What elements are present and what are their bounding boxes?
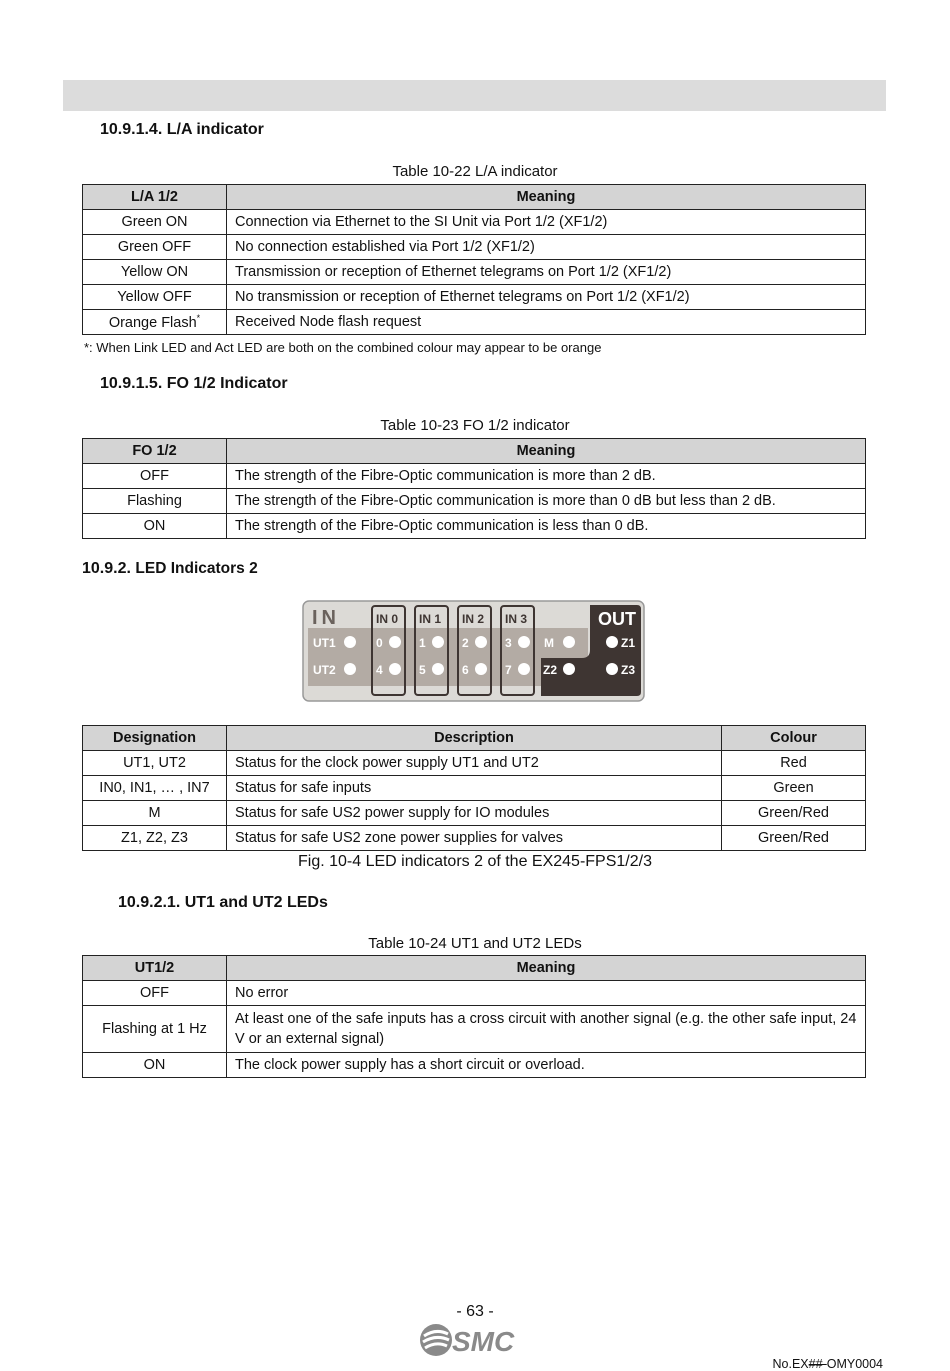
in-group-label: IN 3 bbox=[505, 612, 528, 626]
table-header-row bbox=[83, 956, 866, 981]
in-led-label: 3 bbox=[505, 636, 512, 650]
table-row bbox=[83, 514, 866, 539]
cell-meaning: The clock power supply has a short circuit or overload. bbox=[227, 1053, 866, 1078]
table-row bbox=[83, 235, 866, 260]
in-led bbox=[475, 636, 487, 648]
ut1-label: UT1 bbox=[313, 636, 336, 650]
in-led bbox=[389, 663, 401, 675]
in-group-label: IN 1 bbox=[419, 612, 442, 626]
column-header: FO 1/2 bbox=[83, 439, 227, 464]
table-row bbox=[83, 1053, 866, 1078]
smc-wordmark: SMC bbox=[452, 1326, 515, 1357]
in-group-label: IN 0 bbox=[376, 612, 399, 626]
cell-description: Status for safe inputs bbox=[227, 776, 722, 801]
cell-meaning: No transmission or reception of Ethernet telegrams on Port 1/2 (XF1/2) bbox=[227, 285, 866, 310]
in-led-label: 5 bbox=[419, 663, 426, 677]
table-row bbox=[83, 801, 866, 826]
ut2-label: UT2 bbox=[313, 663, 336, 677]
column-header: L/A 1/2 bbox=[83, 185, 227, 210]
cell-designation: M bbox=[83, 801, 227, 826]
cell-state: Flashing bbox=[83, 489, 227, 514]
doc-prefix: No.EX bbox=[772, 1357, 809, 1371]
cell-meaning: No error bbox=[227, 981, 866, 1006]
cell-state: Yellow OFF bbox=[83, 285, 227, 310]
cell-state bbox=[83, 310, 227, 335]
z3-label: Z3 bbox=[621, 663, 636, 677]
cell-meaning: The strength of the Fibre-Optic communication is more than 0 dB but less than 2 dB. bbox=[227, 489, 866, 514]
column-header: Meaning bbox=[227, 956, 866, 981]
section-heading-ut: 10.9.2.1. UT1 and UT2 LEDs bbox=[118, 894, 328, 911]
z1-label: Z1 bbox=[621, 636, 636, 650]
in-led bbox=[432, 636, 444, 648]
cell-meaning: At least one of the safe inputs has a cross circuit with another signal (e.g. the other safe input, 24 V or an external signal) bbox=[227, 1006, 866, 1053]
document-number bbox=[773, 1357, 884, 1371]
table-row bbox=[83, 751, 866, 776]
table-row bbox=[83, 776, 866, 801]
cell-meaning: The strength of the Fibre-Optic communication is more than 2 dB. bbox=[227, 464, 866, 489]
column-header: Meaning bbox=[227, 439, 866, 464]
cell-description: Status for safe US2 zone power supplies for valves bbox=[227, 826, 722, 851]
heading-text: LED Indicators 2 bbox=[135, 560, 258, 577]
in-led-label: 2 bbox=[462, 636, 469, 650]
smc-logo bbox=[418, 1322, 528, 1358]
cell-state: OFF bbox=[83, 464, 227, 489]
cell-designation: UT1, UT2 bbox=[83, 751, 227, 776]
cell-designation: IN0, IN1, … , IN7 bbox=[83, 776, 227, 801]
cell-colour: Green bbox=[722, 776, 866, 801]
table-row bbox=[83, 489, 866, 514]
table-row bbox=[83, 464, 866, 489]
table-caption-fo: Table 10-23 FO 1/2 indicator bbox=[380, 417, 570, 434]
z2-label: Z2 bbox=[543, 663, 558, 677]
cell-description: Status for the clock power supply UT1 and UT2 bbox=[227, 751, 722, 776]
column-header: Colour bbox=[722, 726, 866, 751]
m-label: M bbox=[544, 636, 554, 650]
out-label: OUT bbox=[598, 609, 636, 629]
cell-meaning: Transmission or reception of Ethernet telegrams on Port 1/2 (XF1/2) bbox=[227, 260, 866, 285]
heading-number: 10.9.2. bbox=[82, 560, 131, 577]
in-led bbox=[389, 636, 401, 648]
cell-state: OFF bbox=[83, 981, 227, 1006]
smc-swoosh-icon bbox=[420, 1324, 452, 1356]
la-table bbox=[82, 184, 866, 335]
in-led bbox=[432, 663, 444, 675]
m-led bbox=[563, 636, 575, 648]
header-bar bbox=[63, 80, 886, 111]
in-led bbox=[475, 663, 487, 675]
cell-state: Yellow ON bbox=[83, 260, 227, 285]
in-led-label: 7 bbox=[505, 663, 512, 677]
table-caption-ut: Table 10-24 UT1 and UT2 LEDs bbox=[368, 935, 582, 952]
table-row bbox=[83, 826, 866, 851]
in-led-label: 6 bbox=[462, 663, 469, 677]
led-panel-figure bbox=[302, 600, 645, 702]
table-row bbox=[83, 1006, 866, 1053]
table-row bbox=[83, 285, 866, 310]
table-header-row bbox=[83, 726, 866, 751]
in-group-label: IN 2 bbox=[462, 612, 485, 626]
z3-led bbox=[606, 663, 618, 675]
cell-state: Flashing at 1 Hz bbox=[83, 1006, 227, 1053]
table-header-row bbox=[83, 185, 866, 210]
footnote-mark: * bbox=[196, 313, 201, 324]
cell-meaning: The strength of the Fibre-Optic communication is less than 0 dB. bbox=[227, 514, 866, 539]
section-heading-fo: 10.9.1.5. FO 1/2 Indicator bbox=[100, 375, 288, 392]
cell-colour: Green/Red bbox=[722, 801, 866, 826]
z1-led bbox=[606, 636, 618, 648]
cell-state: ON bbox=[83, 514, 227, 539]
cell-meaning: Connection via Ethernet to the SI Unit via Port 1/2 (XF1/2) bbox=[227, 210, 866, 235]
cell-description: Status for safe US2 power supply for IO modules bbox=[227, 801, 722, 826]
cell-meaning: No connection established via Port 1/2 (XF1/2) bbox=[227, 235, 866, 260]
in-led-label: 0 bbox=[376, 636, 383, 650]
cell-state-text: Orange Flash bbox=[108, 314, 197, 331]
column-header: UT1/2 bbox=[83, 956, 227, 981]
table-row bbox=[83, 981, 866, 1006]
in-led-label: 1 bbox=[419, 636, 426, 650]
table-row bbox=[83, 210, 866, 235]
led2-table bbox=[82, 725, 866, 851]
table-caption-la: Table 10-22 L/A indicator bbox=[392, 163, 558, 180]
cell-state: Green OFF bbox=[83, 235, 227, 260]
cell-state: Green ON bbox=[83, 210, 227, 235]
ut1-led bbox=[344, 636, 356, 648]
figure-caption: Fig. 10-4 LED indicators 2 of the EX245-FPS1/2/3 bbox=[298, 853, 652, 870]
cell-colour: Green/Red bbox=[722, 826, 866, 851]
z2-led bbox=[563, 663, 575, 675]
in-led bbox=[518, 636, 530, 648]
ut-table bbox=[82, 955, 866, 1078]
in-led bbox=[518, 663, 530, 675]
doc-suffix: OMY0004 bbox=[826, 1357, 883, 1371]
column-header: Designation bbox=[83, 726, 227, 751]
in-led-label: 4 bbox=[376, 663, 383, 677]
table-header-row bbox=[83, 439, 866, 464]
in-label: IN bbox=[312, 607, 340, 629]
section-heading-led2 bbox=[82, 560, 258, 578]
cell-designation: Z1, Z2, Z3 bbox=[83, 826, 227, 851]
cell-state: ON bbox=[83, 1053, 227, 1078]
section-heading-la: 10.9.1.4. L/A indicator bbox=[100, 121, 264, 138]
column-header: Meaning bbox=[227, 185, 866, 210]
column-header: Description bbox=[227, 726, 722, 751]
fo-table bbox=[82, 438, 866, 539]
footnote: *: When Link LED and Act LED are both on the combined colour may appear to be orange bbox=[84, 340, 602, 355]
cell-colour: Red bbox=[722, 751, 866, 776]
doc-struck: ##- bbox=[808, 1357, 827, 1371]
cell-meaning: Received Node flash request bbox=[227, 310, 866, 335]
table-row bbox=[83, 260, 866, 285]
table-row bbox=[83, 310, 866, 335]
page-number: - 63 - bbox=[456, 1303, 494, 1320]
ut2-led bbox=[344, 663, 356, 675]
